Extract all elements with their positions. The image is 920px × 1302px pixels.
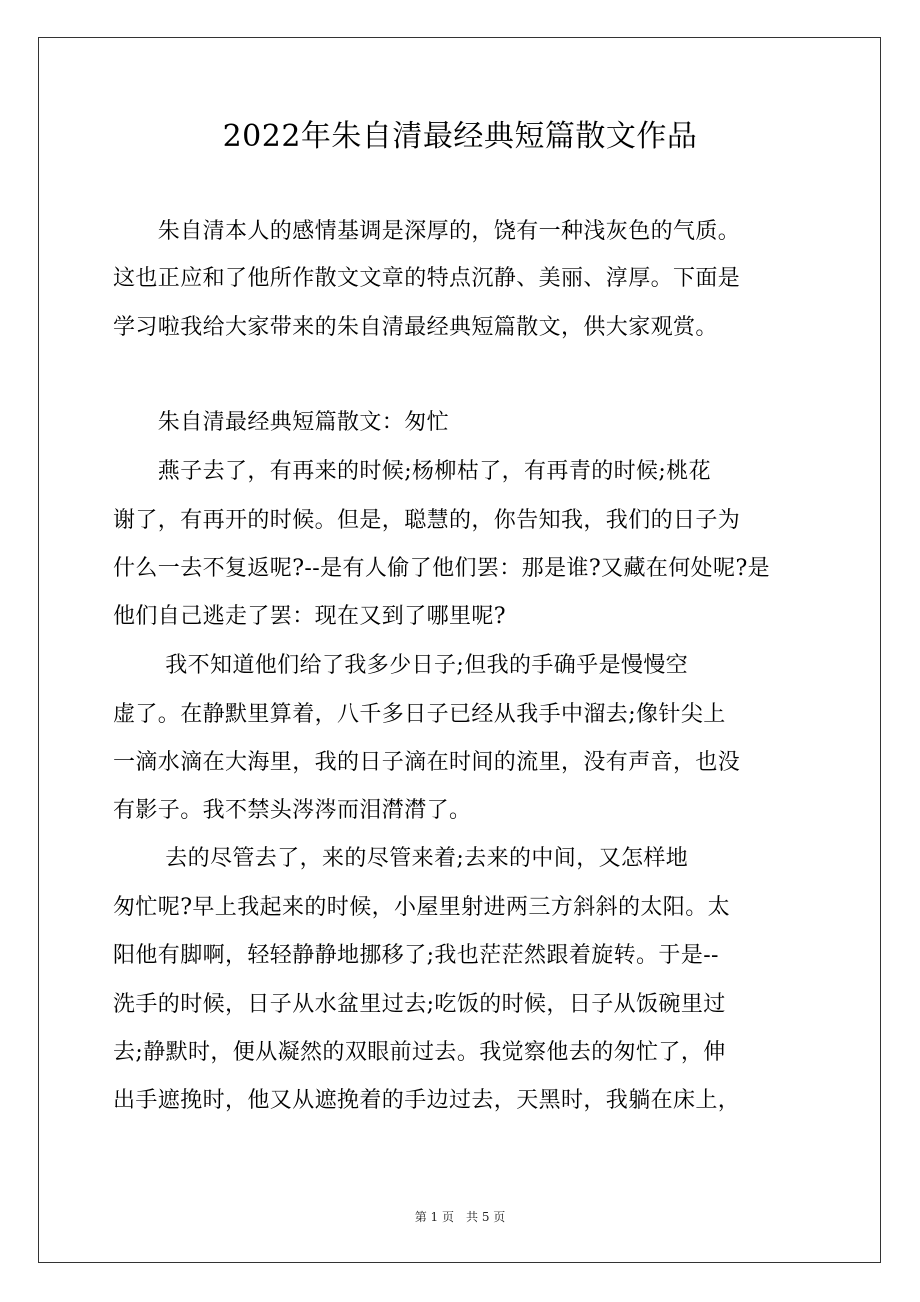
text-line: 燕子去了，有再来的时候;杨柳枯了，有再青的时候;桃花 xyxy=(113,459,712,484)
text-line: 去的尽管去了，来的尽管来着;去来的中间，又怎样地 xyxy=(113,846,689,871)
section-heading: 朱自清最经典短篇散文：匆忙 xyxy=(113,410,450,435)
document-title: 2022年朱自清最经典短篇散文作品 xyxy=(222,119,698,154)
text-line: 他们自己逃走了罢：现在又到了哪里呢? xyxy=(113,604,506,629)
text-line: 一滴水滴在大海里，我的日子滴在时间的流里，没有声音，也没 xyxy=(113,750,741,775)
text-line: 我不知道他们给了我多少日子;但我的手确乎是慢慢空 xyxy=(113,653,689,678)
text-line: 有影子。我不禁头涔涔而泪潸潸了。 xyxy=(113,798,472,823)
text-line: 虚了。在静默里算着，八千多日子已经从我手中溜去;像针尖上 xyxy=(113,702,726,727)
text-line: 什么一去不复返呢?--是有人偷了他们罢：那是谁?又藏在何处呢?是 xyxy=(113,556,771,581)
text-line: 去;静默时，便从凝然的双眼前过去。我觉察他去的匆忙了，伸 xyxy=(113,1040,726,1065)
text-line: 朱自清本人的感情基调是深厚的，饶有一种浅灰色的气质。 xyxy=(113,219,741,244)
text-line: 洗手的时候，日子从水盆里过去;吃饭的时候，日子从饭碗里过 xyxy=(113,992,726,1017)
text-line: 匆忙呢?早上我起来的时候，小屋里射进两三方斜斜的太阳。太 xyxy=(113,895,730,920)
text-line: 学习啦我给大家带来的朱自清最经典短篇散文，供大家观赏。 xyxy=(113,315,718,340)
text-line: 谢了，有再开的时候。但是，聪慧的，你告知我，我们的日子为 xyxy=(113,508,741,533)
text-line: 阳他有脚啊，轻轻静静地挪移了;我也茫茫然跟着旋转。于是-- xyxy=(113,943,719,968)
text-line: 出手遮挽时，他又从遮挽着的手边过去，天黑时，我躺在床上， xyxy=(113,1088,741,1113)
page-number: 第 1 页 共 5 页 xyxy=(414,1210,506,1224)
text-line: 这也正应和了他所作散文文章的特点沉静、美丽、淳厚。下面是 xyxy=(113,266,741,291)
